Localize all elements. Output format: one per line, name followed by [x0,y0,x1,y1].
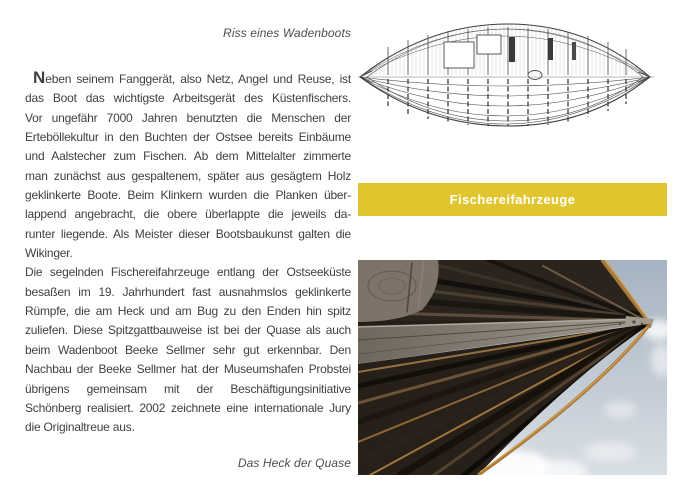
boat-plan-drawing-svg [358,16,654,128]
text-line: man zunächst aus gespaltenem, später aus gesägtem Holz [25,168,351,183]
paragraph-2 [25,263,351,437]
text-line: Neben seinem Fanggerät, also Netz, Angel und Reuse, ist [33,68,351,87]
text-line: Vor ungefähr 7000 Jahren benutzten die Menschen der [25,110,351,125]
photo-caption: Das Heck der Quase [237,456,351,470]
text-line: Die segelnden Fischereifahrzeuge entlang der Ostseeküste [25,265,351,280]
quase-stern-photo [358,260,667,475]
boat-plan-drawing [358,16,654,128]
text-line: geklinkerte Boote. Beim Klinkern wurden die Planken über- [25,188,351,203]
text-line: das Boot das wichtigste Arbeitsgerät des Küstenfischers. [25,91,351,106]
section-banner [358,183,667,216]
text-line: Schönberg realisiert. 2002 zeichnete eine internationale Jury [25,400,351,415]
text-line: Erteböllekultur in den Buchten der Ostsee bereits Einbäume [25,130,351,145]
text-line: übrigens gemeinsam mit der Beschäftigungsinitiative [25,381,351,396]
text-line: beim Wadenboot Beeke Sellmer sehr gut erkennbar. Den [25,342,351,357]
paragraph-1 [25,68,351,263]
text-line: lappend angebracht, die obere überlappte die jeweils da- [25,207,351,222]
text-line: besaßen im 19. Jahrhundert fast ausnahmslos geklinkerte [25,284,351,299]
drawing-caption: Riss eines Wadenboots [223,26,351,40]
text-line: zuliefen. Diese Spitzgattbauweise ist bei der Quase als auch [25,323,351,338]
section-banner-label: Fischereifahrzeuge [449,192,576,207]
text-line: Rümpfe, die am Heck und am Bug zu den Enden hin spitz [25,304,351,319]
text-line: Wikinger. [25,246,73,261]
article-text [25,68,351,438]
text-line: runter liegende. Als Meister dieser Bootsbaukunst galten die [25,226,351,241]
text-line: die Originaltreue aus. [25,420,135,435]
text-line: Nachbau der Beeke Sellmer hat der Museumshafen Probstei [25,362,351,377]
text-line: und Aalstecher zum Fischen. Ab dem Mittelalter zimmerte [25,149,351,164]
quase-stern-photo-svg [358,260,667,475]
